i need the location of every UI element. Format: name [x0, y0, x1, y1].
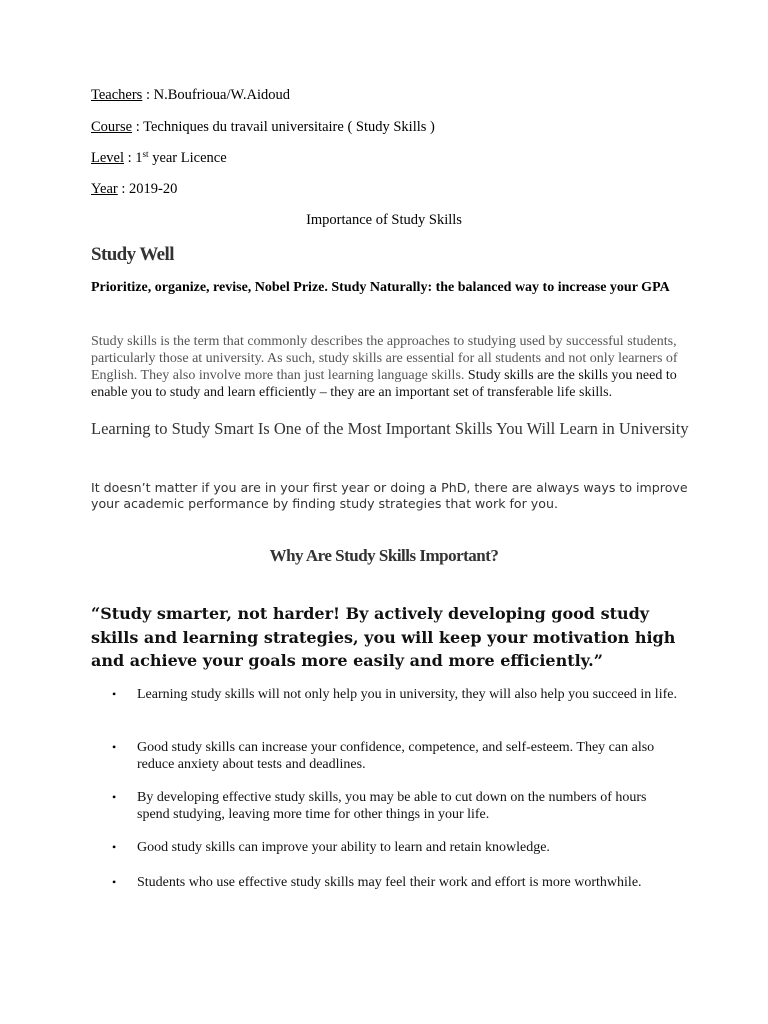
level-superscript: st [142, 149, 149, 159]
bold-intro-paragraph: Prioritize, organize, revise, Nobel Prize. Study Naturally: the balanced way to increase your GPA [91, 280, 670, 295]
course-value: : Techniques du travail universitaire ( Study Skills ) [132, 119, 435, 135]
list-item-text: Good study skills can improve your ability to learn and retain knowledge. [137, 840, 550, 855]
definition-dark-text: Study skills are the skills you need to enable you to study and learn efficiently – they are an important set of transferable life skills. [91, 368, 677, 400]
bullet-icon: • [112, 687, 117, 701]
list-item-text: Students who use effective study skills may feel their work and effort is more worthwhile. [137, 875, 642, 890]
definition-grey-text: Study skills is the term that commonly describes the approaches to studying used by successful students, particularly those at university. As such, study skills are essential for all students and not only learners of English. They also involve more than just learning language skills. [91, 334, 678, 383]
course-line [91, 118, 435, 136]
list-item-text: By developing effective study skills, you may be able to cut down on the numbers of hours spend studying, leaving more time for other things in your life. [137, 790, 647, 822]
teachers-label: Teachers [91, 87, 143, 103]
level-label: Level [91, 150, 125, 166]
year-line [91, 180, 177, 198]
study-smart-subheading: Learning to Study Smart Is One of the Most Important Skills You Will Learn in University [91, 419, 689, 438]
bullet-icon: • [112, 840, 117, 854]
phd-paragraph: It doesn’t matter if you are in your first year or doing a PhD, there are always ways to improve your academic performance by finding study strategies that work for you. [91, 480, 688, 511]
document-title: Importance of Study Skills [306, 212, 462, 228]
bullet-icon: • [112, 790, 117, 804]
study-skills-definition-paragraph [91, 333, 681, 401]
year-label: Year [91, 181, 118, 197]
study-well-heading: Study Well [91, 244, 174, 265]
why-important-heading: Why Are Study Skills Important? [269, 546, 499, 565]
study-smarter-quote: “Study smarter, not harder! By actively developing good study skills and learning strategies, you will keep your motivation high and achieve your goals more easily and more efficiently.” [91, 604, 676, 670]
year-value: : 2019-20 [117, 181, 178, 197]
level-line [91, 149, 227, 167]
teachers-value: : N.Boufrioua/W.Aidoud [142, 87, 290, 103]
bullet-icon: • [112, 875, 117, 889]
list-item-text: Learning study skills will not only help you in university, they will also help you succeed in life. [137, 687, 677, 702]
level-value-pre: : 1 [124, 150, 143, 166]
level-value-post: year Licence [148, 150, 227, 166]
course-label: Course [91, 119, 133, 135]
bullet-icon: • [112, 740, 117, 754]
teachers-line [91, 86, 290, 104]
list-item-text: Good study skills can increase your confidence, competence, and self-esteem. They can also reduce anxiety about tests and deadlines. [137, 740, 655, 772]
